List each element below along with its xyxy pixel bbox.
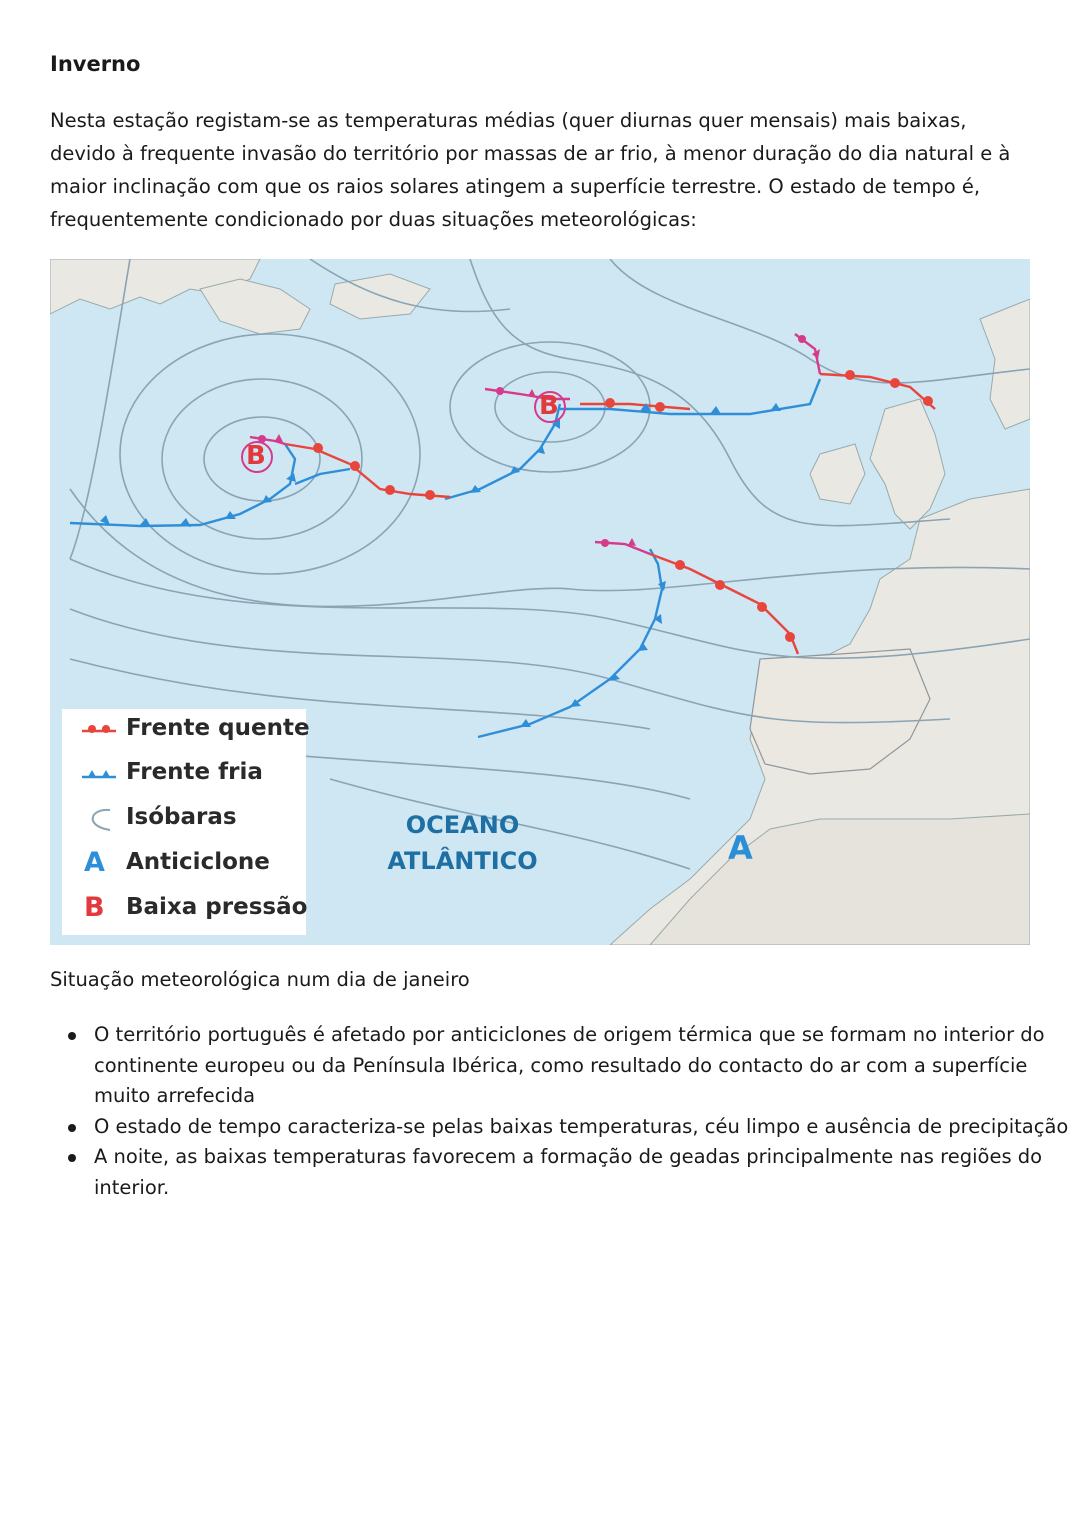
- legend-label: Frente fria: [126, 759, 263, 785]
- ocean-label: [385, 807, 540, 879]
- legend-label: Frente quente: [126, 715, 310, 741]
- anticyclone-marker: A: [728, 829, 753, 867]
- ocean-label-line2: ATLÂNTICO: [387, 847, 538, 875]
- map-caption: Situação meteorológica num dia de janeiro: [50, 968, 470, 991]
- legend-label: Anticiclone: [126, 849, 270, 875]
- legend-item-warm-front: [62, 711, 310, 751]
- legend-label: Baixa pressão: [126, 894, 308, 920]
- list-item: O estado de tempo caracteriza-se pelas baixas temperaturas, céu limpo e ausência de precipitação: [94, 1112, 1079, 1143]
- section-title: Inverno: [50, 52, 141, 76]
- legend-item-cold-front: [62, 755, 306, 795]
- bullet-list: [50, 1020, 1079, 1203]
- low-pressure-symbol: B: [84, 892, 105, 923]
- legend-item-isobar: [62, 800, 306, 840]
- anticyclone-symbol: A: [84, 847, 105, 878]
- list-item: A noite, as baixas temperaturas favorecem a formação de geadas principalmente nas regiões do interior.: [94, 1142, 1079, 1203]
- weather-map: [50, 259, 1030, 945]
- legend-label: Isóbaras: [126, 804, 237, 830]
- ocean-label-line1: OCEANO: [405, 811, 520, 839]
- legend-item-low-pressure: [62, 890, 306, 930]
- warm-front-icon: [80, 715, 120, 745]
- low-pressure-b1: B: [246, 441, 266, 471]
- isobar-icon: [80, 804, 120, 834]
- cold-front-icon: [80, 759, 120, 789]
- list-item: O território português é afetado por anticiclones de origem térmica que se formam no interior do continente europeu ou da Península Ibérica, como resultado do contacto do ar com a superfície muito arrefecida: [94, 1020, 1079, 1112]
- map-legend: [62, 709, 310, 935]
- legend-item-anticyclone: [62, 845, 306, 885]
- low-pressure-b2: B: [539, 391, 559, 421]
- intro-paragraph: Nesta estação registam-se as temperaturas médias (quer diurnas quer mensais) mais baixas, devido à frequente invasão do território por massas de ar frio, à menor duração do dia natural e à maior inclinação com que os raios solares atingem a superfície terrestre. O estado de tempo é, frequentemente condicionado por duas situações meteorológicas:: [50, 109, 1011, 231]
